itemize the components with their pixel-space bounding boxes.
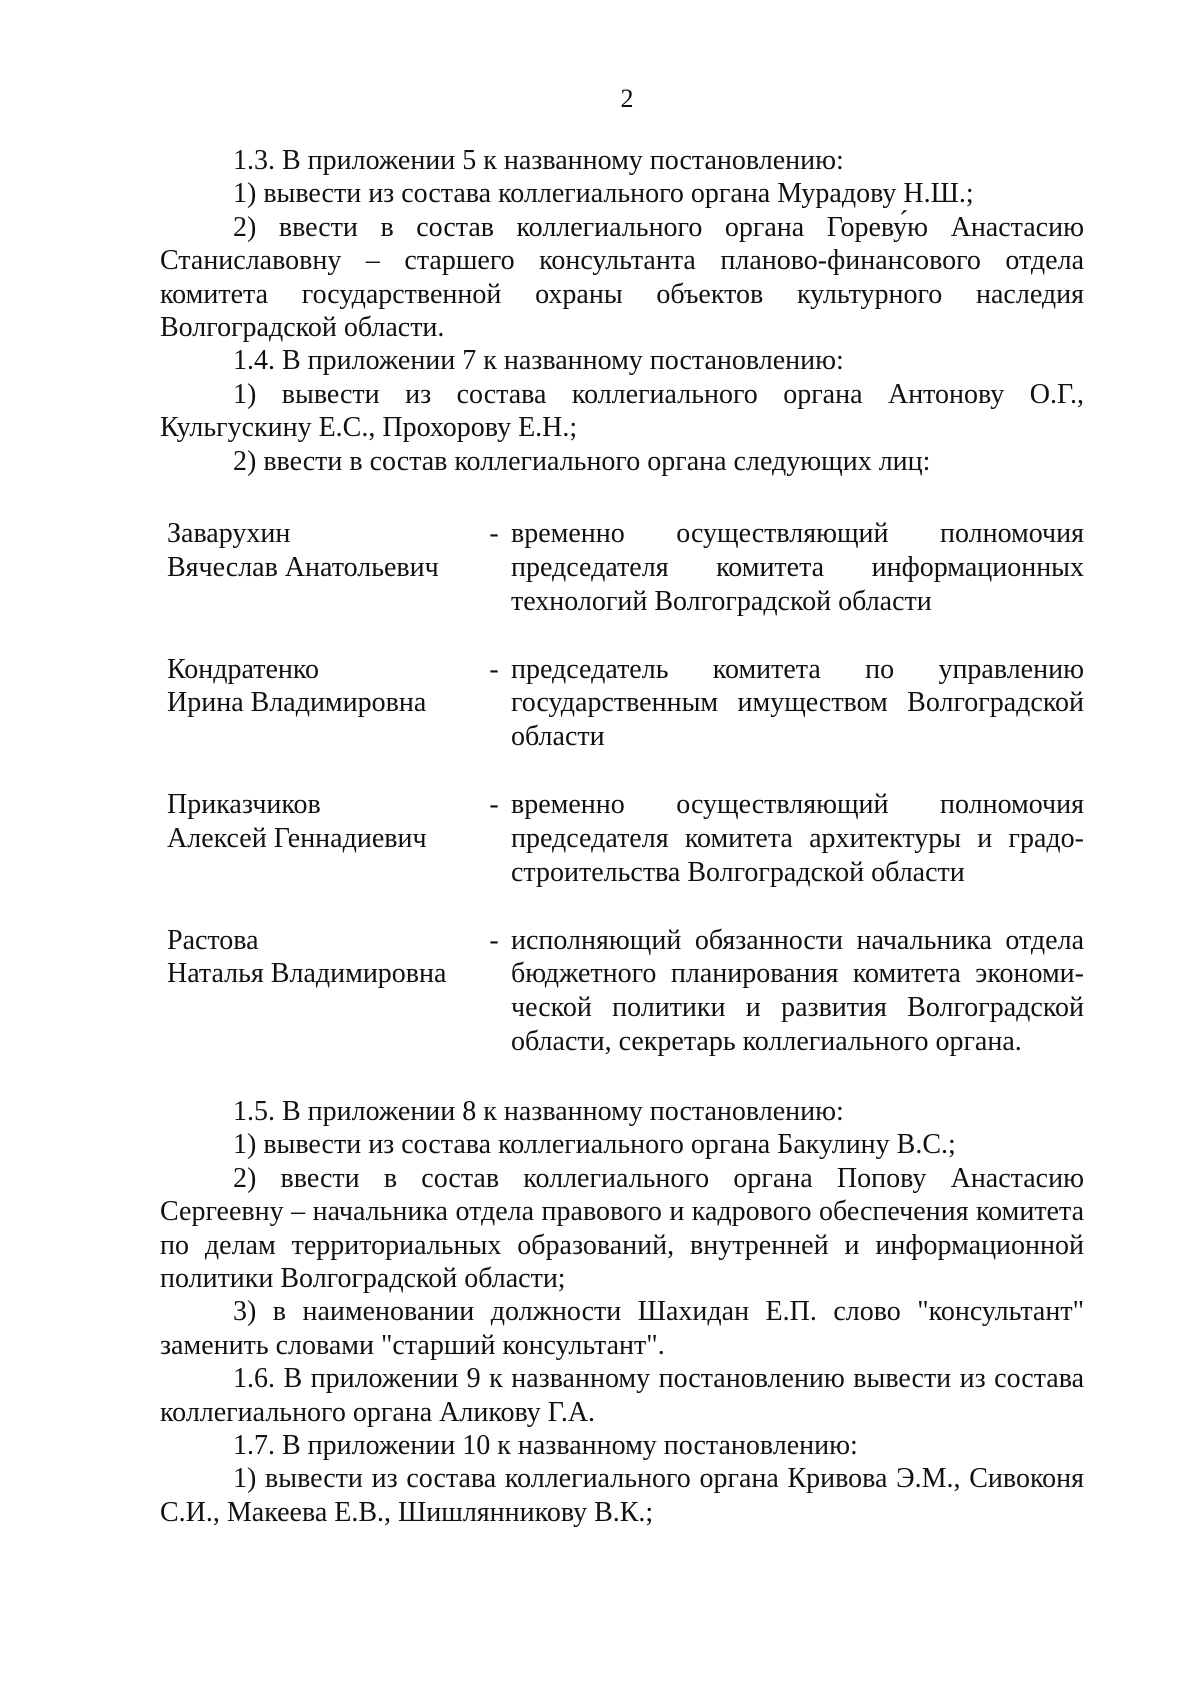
page-number: 2 <box>620 84 634 113</box>
paragraph: 3) в наименовании должности Шахидан Е.П. слово "консультант" заменить словами "старший консультант". <box>160 1296 1084 1361</box>
paragraph: 2) ввести в состав коллегиального органа Попову Анастасию Сергеевну – начальника отдела правового и кадрового обеспечения комитета по делам территориальных образований, внутренней и информационной политики Волгоградской области; <box>160 1162 1084 1295</box>
member-given-names: Ирина Владимировна <box>167 687 427 719</box>
member-row <box>167 924 1084 1060</box>
member-surname: Растова <box>167 924 259 956</box>
member-surname: Заварухин <box>167 518 291 549</box>
member-role: временно осуществляющий полномочия председателя комитета информационных технологий Волгоградской области <box>511 518 1084 617</box>
section-1-3-1-4 <box>160 144 1084 478</box>
paragraph: 1.7. В приложении 10 к названному постановлению: <box>233 1430 858 1462</box>
paragraph: 1.5. В приложении 8 к названному постановлению: <box>233 1096 844 1127</box>
member-name <box>167 517 477 585</box>
member-role: исполняющий обязанности начальника отдела бюджетного планирования комитета экономической политики и развития Волгоградской области, секретарь коллегиального органа. <box>511 924 1084 1057</box>
member-row <box>167 788 1084 924</box>
member-dash: - <box>489 924 499 956</box>
paragraph: 1) вывести из состава коллегиального органа Антонову О.Г., Кульгускину Е.С., Прохорову Е.Н.; <box>160 378 1084 444</box>
paragraph: 1.6. В приложении 9 к названному постановлению вывести из состава коллегиального органа Аликову Г.А. <box>160 1363 1084 1428</box>
member-surname: Кондратенко <box>167 653 320 685</box>
member-given-names: Вячеслав Анатольевич <box>167 551 439 583</box>
paragraph: 2) ввести в состав коллегиального органа следующих лиц: <box>233 445 931 477</box>
section-1-5-1-7 <box>160 1095 1084 1529</box>
member-given-names: Алексей Геннадиевич <box>167 822 427 854</box>
paragraph: 1) вывести из состава коллегиального органа Мурадову Н.Ш.; <box>233 178 974 210</box>
paragraph: 2) ввести в состав коллегиального органа Гореву́ю Анастасию Станиславовну – старшего консультанта планово-финансового отдела комитета государственной охраны объектов культурного наследия Волгоградской области. <box>160 211 1084 344</box>
paragraph: 1.3. В приложении 5 к названному постановлению: <box>233 145 844 176</box>
member-role: председатель комитета по управлению государственным имуществом Волгоградской области <box>511 653 1084 753</box>
paragraph: 1) вывести из состава коллегиального органа Кривова Э.М., Сивоконя С.И., Макеева Е.В., Шишлянникову В.К.; <box>160 1463 1084 1528</box>
member-role: временно осуществляющий полномочия председателя комитета архитектуры и градостроительства Волгоградской области <box>511 789 1084 888</box>
member-row <box>167 517 1084 653</box>
member-name <box>167 924 477 992</box>
member-surname: Приказчиков <box>167 789 321 820</box>
member-name <box>167 788 477 856</box>
paragraph: 1) вывести из состава коллегиального органа Бакулину В.С.; <box>233 1129 956 1161</box>
member-name <box>167 653 477 721</box>
member-row <box>167 653 1084 789</box>
member-dash: - <box>489 789 499 820</box>
paragraph: 1.4. В приложении 7 к названному постановлению: <box>233 345 844 377</box>
members-list <box>167 517 1084 1059</box>
member-dash: - <box>489 653 499 685</box>
member-dash: - <box>489 518 499 549</box>
member-given-names: Наталья Владимировна <box>167 958 447 990</box>
